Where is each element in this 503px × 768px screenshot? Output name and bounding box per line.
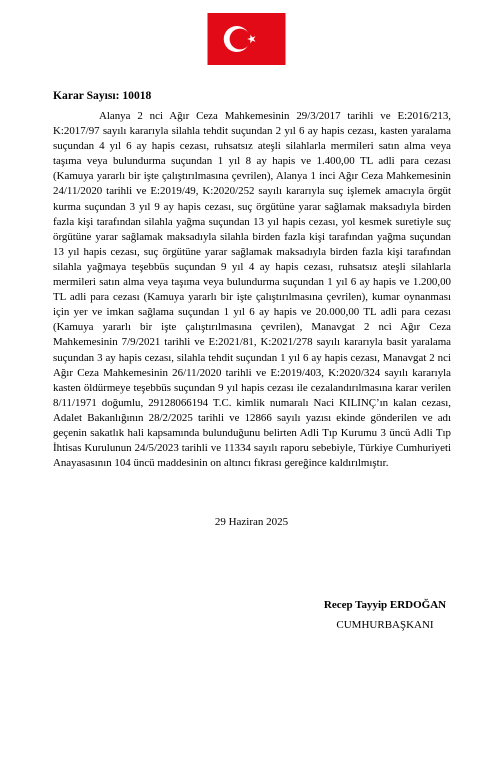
decision-number: Karar Sayısı: 10018 xyxy=(53,89,152,102)
signatory-title: CUMHURBAŞKANI xyxy=(336,619,434,631)
decision-date: 29 Haziran 2025 xyxy=(214,516,289,528)
decision-body-text: Alanya 2 nci Ağır Ceza Mahkemesinin 29/3/2017 tarihli ve E:2016/213, K:2017/97 sayılı kararıyla silahla tehdit suçundan 2 yıl 6 ay hapis cezası, kasten yaralama suçundan 4 yıl 6 ay hapis cezası, ruhsatsız ateşli silahlarla mermileri satın alma veya taşıma veya bulundurma suçundan 1 yıl 8 ay hapis ve 1.400,00 TL adli para cezası (Kamuya yararlı bir işte çalıştırılmasına çevrilen), Alanya 1 inci Ağır Ceza Mahkemesinin 24/11/2020 tarihli ve E:2019/49, K:2020/252 sayılı kararıyla suç işlemek amacıyla örgüt kurma suçundan 3 yıl 9 ay hapis cezası, suç örgütüne yarar sağlamak maksadıyla birden fazla kişi tarafından silahla yağma suçundan 13 yıl hapis cezası, yol kesmek suretiyle suç örgütüne yarar sağlamak maksadıyla silahla birden fazla kişi tarafından yağma suçundan 13 yıl hapis cezası, suç örgütüne yarar sağlamak maksadıyla birden fazla kişi tarafından silahla yağmaya teşebbüs suçundan 9 yıl 4 ay hapis cezası, ruhsatsız ateşli silahlarla mermileri satın alma veya taşıma veya bulundurma suçundan 1 yıl 6 ay hapis ve 1.200,00 TL adli para cezası (Kamuya yararlı bir işte çalıştırılmasına çevrilen), kumar oynanması için yer ve imkan sağlama suçundan 1 yıl 6 ay hapis ve 20.000,00 TL adli para cezası (Kamuya yararlı bir işte çalıştırılmasına çevrilen), Manavgat 2 nci Ağır Ceza Mahkemesinin 7/9/2021 tarihli ve E:2021/81, K:2021/278 sayılı kararıyla basit yaralama suçundan 3 ay hapis cezası, silahla tehdit suçundan 1 yıl 6 ay hapis cezası, Manavgat 2 nci Ağır Ceza Mahkemesinin 26/11/2020 tarihli ve E:2019/403, K:2020/324 sayılı kararıyla kasten öldürmeye teşebbüs suçundan 9 yıl hapis cezası ile cezalandırılmasına karar verilen 8/11/1971 doğumlu, 29128066194 T.C. kimlik numaralı Naci KILINÇ’ın kalan cezası, Adalet Bakanlığının 28/2/2025 tarihli ve 12866 sayılı yazısı ekinde gönderilen ve adı geçenin sakatlık hali kapsamında bulunduğunu belirten Adli Tıp Kurumu 3 üncü Adli Tıp İhtisas Kurulunun 24/5/2023 tarihli ve 11334 sayılı raporu sebebiyle, Türkiye Cumhuriyeti Anayasasının 104 üncü maddesinin on altıncı fıkrası gereğince kaldırılmıştır. xyxy=(53,110,451,470)
turkish-flag-icon xyxy=(207,13,286,65)
signatory-name: Recep Tayyip ERDOĞAN xyxy=(323,599,447,611)
